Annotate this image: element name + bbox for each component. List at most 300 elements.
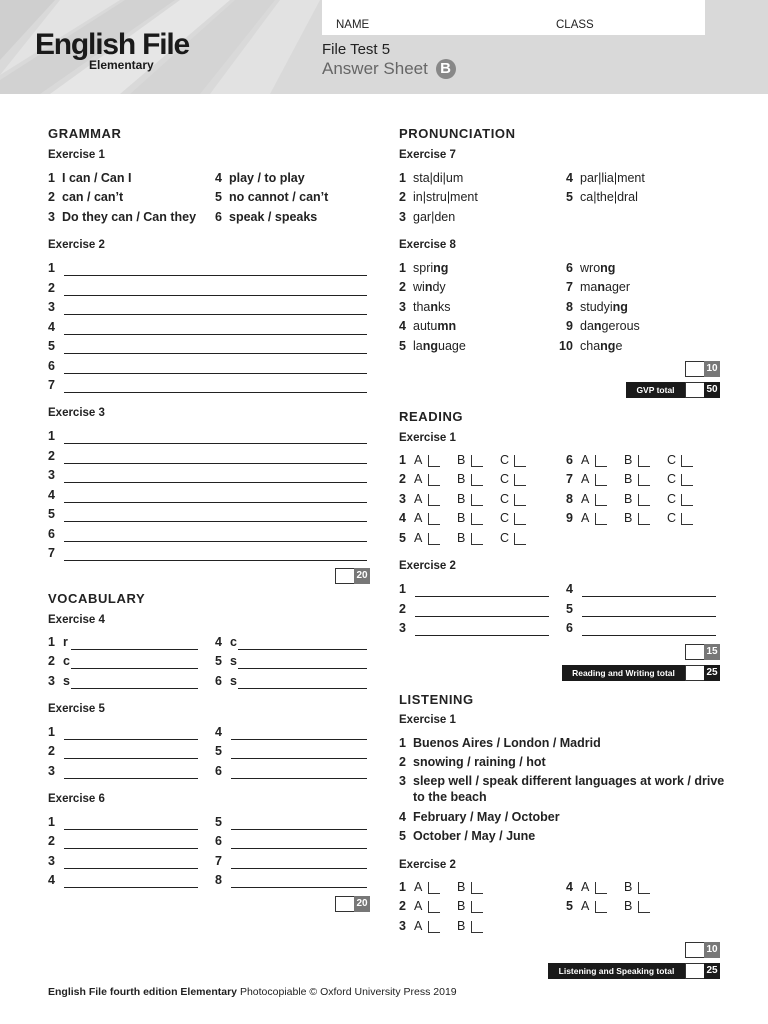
score-entry[interactable] xyxy=(685,942,705,958)
item-text[interactable]: February / May / October xyxy=(413,810,560,824)
word-part: dy xyxy=(432,280,446,294)
answer-line[interactable] xyxy=(64,353,367,354)
answer-item xyxy=(566,280,630,294)
line-number: 6 xyxy=(48,358,55,373)
item-text[interactable]: I can / Can I xyxy=(62,171,132,185)
item-text[interactable]: no cannot / can’t xyxy=(229,190,329,204)
item-number: 2 xyxy=(48,190,55,204)
exercise-1-title: Exercise 1 xyxy=(48,149,105,161)
answer-checkbox[interactable] xyxy=(638,474,650,486)
line-number: 3 xyxy=(48,300,55,314)
answer-checkbox[interactable] xyxy=(638,494,650,506)
option-label: B xyxy=(457,531,466,545)
item-number: 1 xyxy=(399,261,406,275)
answer-checkbox[interactable] xyxy=(595,901,607,913)
score-entry[interactable] xyxy=(685,665,705,681)
line-number: 1 xyxy=(48,635,55,649)
line-number: 4 xyxy=(215,725,222,739)
question-number: 1 xyxy=(399,453,406,467)
answer-checkbox[interactable] xyxy=(471,474,483,486)
answer-checkbox[interactable] xyxy=(428,901,440,913)
answer-sheet-title xyxy=(322,59,456,79)
line-number: 7 xyxy=(48,378,55,392)
answer-checkbox[interactable] xyxy=(428,533,440,545)
question-number: 5 xyxy=(566,899,573,913)
option-label: C xyxy=(500,531,510,545)
option-label: B xyxy=(624,880,633,894)
class-label: CLASS xyxy=(556,19,594,31)
item-text[interactable]: sleep well / speak different languages at work / drive xyxy=(413,774,725,788)
item-number: 3 xyxy=(399,774,406,788)
word-part: ks xyxy=(438,300,451,314)
answer-checkbox[interactable] xyxy=(471,494,483,506)
score-max: 25 xyxy=(704,665,720,681)
answer-item xyxy=(399,829,535,843)
listening-heading: LISTENING xyxy=(399,692,474,707)
option-label: A xyxy=(414,531,423,545)
question-number: 1 xyxy=(399,880,406,894)
line-number: 4 xyxy=(48,487,55,502)
option-label: A xyxy=(414,919,423,933)
answer-line[interactable] xyxy=(64,373,367,374)
option-label: B xyxy=(457,472,466,486)
item-text-continued: to the beach xyxy=(413,790,487,804)
grammar-heading: GRAMMAR xyxy=(48,126,122,141)
answer-checkbox[interactable] xyxy=(595,882,607,894)
item-word[interactable] xyxy=(580,280,630,294)
item-number: 1 xyxy=(399,171,406,185)
word-part: studyi xyxy=(580,300,613,314)
answer-item xyxy=(399,190,478,204)
answer-line[interactable] xyxy=(64,887,198,888)
line-number: 7 xyxy=(48,546,55,560)
answer-line[interactable] xyxy=(64,275,367,276)
item-text[interactable]: speak / speaks xyxy=(229,210,318,224)
answer-item xyxy=(559,339,622,353)
line-number: 1 xyxy=(399,582,406,596)
question-number: 9 xyxy=(566,511,573,525)
answer-checkbox[interactable] xyxy=(595,494,607,506)
question-number: 3 xyxy=(399,919,406,933)
answer-checkbox[interactable] xyxy=(681,494,693,506)
option-label: C xyxy=(500,453,510,467)
answer-line[interactable] xyxy=(64,502,367,503)
line-number: 1 xyxy=(48,815,55,829)
exercise-4-title: Exercise 4 xyxy=(48,614,105,626)
word-part: e xyxy=(615,339,623,353)
item-number: 8 xyxy=(566,300,573,314)
question-number: 6 xyxy=(566,453,573,467)
question-number: 2 xyxy=(399,899,406,913)
answer-checkbox[interactable] xyxy=(471,921,483,933)
word-stress-sound: n xyxy=(597,280,606,294)
option-label: B xyxy=(457,453,466,467)
word-part: autu xyxy=(413,319,438,333)
line-number: 3 xyxy=(48,674,55,688)
word-stress-sound: n xyxy=(430,300,439,314)
score-entry[interactable] xyxy=(685,361,705,377)
item-text[interactable]: in|stru|ment xyxy=(413,190,478,204)
word-part: gerous xyxy=(601,319,640,333)
answer-item xyxy=(566,319,640,333)
option-label: A xyxy=(581,453,590,467)
option-label: C xyxy=(500,472,510,486)
answer-item xyxy=(399,280,446,294)
item-number: 6 xyxy=(215,210,222,224)
item-word[interactable] xyxy=(413,261,448,275)
line-number: 2 xyxy=(48,654,55,668)
score-entry[interactable] xyxy=(335,896,355,912)
answer-item xyxy=(399,300,451,314)
word-part: wro xyxy=(580,261,601,275)
footer-title: English File fourth edition Elementary xyxy=(48,986,238,998)
line-number: 4 xyxy=(566,582,573,596)
item-number: 5 xyxy=(399,829,406,843)
name-label: NAME xyxy=(336,19,370,31)
line-number: 5 xyxy=(48,507,55,521)
item-text[interactable]: Do they can / Can they xyxy=(62,210,197,224)
item-word[interactable] xyxy=(580,300,628,314)
name-class-box[interactable] xyxy=(322,0,705,35)
answer-checkbox[interactable] xyxy=(595,474,607,486)
option-label: C xyxy=(500,511,510,525)
answer-checkbox[interactable] xyxy=(514,533,526,545)
option-label: B xyxy=(624,453,633,467)
option-label: A xyxy=(414,880,423,894)
word-stress-sound: ng xyxy=(600,339,616,353)
option-label: C xyxy=(667,453,677,467)
question-number: 4 xyxy=(566,880,573,894)
line-number: 5 xyxy=(215,654,222,668)
answer-line[interactable] xyxy=(64,443,367,444)
answer-checkbox[interactable] xyxy=(638,455,650,467)
question-number: 4 xyxy=(399,511,406,525)
answer-line[interactable] xyxy=(231,739,367,740)
answer-item xyxy=(399,339,466,353)
item-text[interactable]: sta|di|um xyxy=(413,171,464,185)
option-label: C xyxy=(667,472,677,486)
option-label: B xyxy=(624,511,633,525)
answer-checkbox[interactable] xyxy=(471,455,483,467)
option-label: B xyxy=(624,472,633,486)
letter-hint: s xyxy=(230,654,237,668)
item-number: 4 xyxy=(566,171,573,185)
question-number: 5 xyxy=(399,531,406,545)
reading-heading: READING xyxy=(399,409,464,424)
item-text[interactable]: par|lia|ment xyxy=(580,171,645,185)
answer-checkbox[interactable] xyxy=(638,513,650,525)
answer-item xyxy=(215,210,317,224)
answer-line[interactable] xyxy=(71,688,198,689)
answer-item xyxy=(399,810,560,824)
item-number: 10 xyxy=(559,339,573,353)
answer-item xyxy=(399,736,601,750)
item-number: 5 xyxy=(215,190,222,204)
option-label: A xyxy=(581,899,590,913)
question-number: 3 xyxy=(399,492,406,506)
answer-line[interactable] xyxy=(582,635,716,636)
word-part: da xyxy=(580,319,594,333)
option-label: A xyxy=(581,492,590,506)
answer-checkbox[interactable] xyxy=(514,494,526,506)
option-label: B xyxy=(457,919,466,933)
answer-line[interactable] xyxy=(64,829,198,830)
answer-line[interactable] xyxy=(238,668,367,669)
answer-item xyxy=(48,171,131,185)
listening-exercise-1-title: Exercise 1 xyxy=(399,714,456,726)
option-label: A xyxy=(414,492,423,506)
item-number: 2 xyxy=(399,280,406,294)
option-label: A xyxy=(581,511,590,525)
answer-item xyxy=(566,261,615,275)
answer-checkbox[interactable] xyxy=(428,921,440,933)
score-entry[interactable] xyxy=(685,382,705,398)
answer-checkbox[interactable] xyxy=(514,455,526,467)
word-stress-sound: n xyxy=(424,280,433,294)
word-stress-sound: n xyxy=(593,319,602,333)
line-number: 5 xyxy=(215,744,222,758)
answer-checkbox[interactable] xyxy=(681,474,693,486)
answer-line[interactable] xyxy=(64,541,367,542)
answer-checkbox[interactable] xyxy=(428,882,440,894)
item-number: 7 xyxy=(566,280,573,294)
answer-line[interactable] xyxy=(231,829,367,830)
answer-item xyxy=(399,210,455,224)
item-number: 1 xyxy=(399,736,406,750)
version-badge: B xyxy=(436,59,456,79)
word-part: uage xyxy=(438,339,466,353)
score-entry[interactable] xyxy=(335,568,355,584)
answer-line[interactable] xyxy=(64,868,198,869)
answer-checkbox[interactable] xyxy=(471,882,483,894)
answer-item xyxy=(48,210,196,224)
line-number: 7 xyxy=(215,854,222,868)
item-word[interactable] xyxy=(580,319,640,333)
line-number: 4 xyxy=(215,635,222,649)
line-number: 1 xyxy=(48,725,55,739)
answer-line[interactable] xyxy=(64,758,198,759)
line-number: 5 xyxy=(215,815,222,829)
answer-line[interactable] xyxy=(64,848,198,849)
option-label: A xyxy=(581,472,590,486)
line-number: 8 xyxy=(215,873,222,887)
item-text[interactable]: can / can’t xyxy=(62,190,124,204)
answer-line[interactable] xyxy=(231,868,367,869)
item-word[interactable] xyxy=(413,339,466,353)
option-label: B xyxy=(457,492,466,506)
item-number: 6 xyxy=(566,261,573,275)
score-entry[interactable] xyxy=(685,644,705,660)
score-max: 50 xyxy=(704,382,720,398)
item-number: 3 xyxy=(399,210,406,224)
answer-checkbox[interactable] xyxy=(595,455,607,467)
word-stress-sound: ng xyxy=(612,300,628,314)
answer-line[interactable] xyxy=(415,616,549,617)
exercise-2-title: Exercise 2 xyxy=(48,239,105,251)
answer-line[interactable] xyxy=(64,463,367,464)
item-number: 4 xyxy=(399,810,406,824)
line-number: 4 xyxy=(48,873,55,887)
word-part: spri xyxy=(413,261,434,275)
answer-line[interactable] xyxy=(582,596,716,597)
answer-checkbox[interactable] xyxy=(595,513,607,525)
answer-line[interactable] xyxy=(64,314,367,315)
answer-line[interactable] xyxy=(415,635,549,636)
header-banner xyxy=(0,0,768,94)
line-number: 2 xyxy=(399,602,406,616)
item-number: 3 xyxy=(399,300,406,314)
option-label: C xyxy=(500,492,510,506)
answer-checkbox[interactable] xyxy=(428,494,440,506)
question-number: 2 xyxy=(399,472,406,486)
footer xyxy=(48,986,457,998)
item-text[interactable]: play / to play xyxy=(229,171,305,185)
letter-hint: c xyxy=(63,654,70,668)
score-max: 25 xyxy=(704,963,720,979)
item-number: 5 xyxy=(566,190,573,204)
exercise-5-title: Exercise 5 xyxy=(48,703,105,715)
exercise-3-title: Exercise 3 xyxy=(48,407,105,419)
option-label: C xyxy=(667,511,677,525)
answer-line[interactable] xyxy=(582,616,716,617)
line-number: 2 xyxy=(48,744,55,758)
answer-checkbox[interactable] xyxy=(471,513,483,525)
word-part: cha xyxy=(580,339,601,353)
question-number: 8 xyxy=(566,492,573,506)
answer-item xyxy=(399,261,448,275)
answer-line[interactable] xyxy=(64,334,367,335)
answer-checkbox[interactable] xyxy=(428,513,440,525)
item-text[interactable]: gar|den xyxy=(413,210,456,224)
line-number: 3 xyxy=(48,854,55,868)
item-number: 2 xyxy=(399,755,406,769)
option-label: B xyxy=(624,899,633,913)
answer-line[interactable] xyxy=(231,758,367,759)
line-number: 6 xyxy=(566,621,573,635)
item-number: 3 xyxy=(48,210,55,224)
answer-line[interactable] xyxy=(415,596,549,597)
pronunciation-heading: PRONUNCIATION xyxy=(399,126,516,141)
score-max: 10 xyxy=(704,942,720,958)
footer-copyright: Photocopiable © Oxford University Press 2019 xyxy=(239,986,457,998)
word-stress-sound: ng xyxy=(600,261,616,275)
item-word[interactable] xyxy=(413,319,456,333)
listening-speaking-total-label: Listening and Speaking total xyxy=(548,963,685,979)
item-number: 1 xyxy=(48,171,55,185)
logo-subtitle: Elementary xyxy=(89,58,154,72)
line-number: 2 xyxy=(48,448,55,463)
item-word[interactable] xyxy=(413,280,446,294)
logo-title: English File xyxy=(35,28,189,61)
score-max: 10 xyxy=(704,361,720,377)
line-number: 1 xyxy=(48,429,55,443)
vocabulary-heading: VOCABULARY xyxy=(48,591,146,606)
answer-item xyxy=(399,755,546,769)
answer-item xyxy=(566,171,645,185)
answer-line[interactable] xyxy=(64,295,367,296)
letter-hint: r xyxy=(63,635,68,649)
option-label: B xyxy=(457,511,466,525)
answer-checkbox[interactable] xyxy=(428,474,440,486)
item-text[interactable]: Buenos Aires / London / Madrid xyxy=(413,736,601,750)
answer-checkbox[interactable] xyxy=(638,901,650,913)
file-test-title: File Test 5 xyxy=(322,41,391,58)
answer-checkbox[interactable] xyxy=(428,455,440,467)
reading-writing-total-label: Reading and Writing total xyxy=(562,665,685,681)
letter-hint: s xyxy=(63,674,70,688)
item-number: 9 xyxy=(566,319,573,333)
answer-checkbox[interactable] xyxy=(514,513,526,525)
answer-checkbox[interactable] xyxy=(681,513,693,525)
line-number: 1 xyxy=(48,261,55,275)
item-word[interactable] xyxy=(580,261,615,275)
line-number: 3 xyxy=(399,621,406,635)
item-number: 5 xyxy=(399,339,406,353)
answer-line[interactable] xyxy=(238,688,367,689)
answer-line[interactable] xyxy=(64,739,198,740)
item-number: 4 xyxy=(215,171,222,185)
exercise-8-title: Exercise 8 xyxy=(399,239,456,251)
letter-hint: s xyxy=(230,674,237,688)
item-text[interactable]: October / May / June xyxy=(413,829,536,843)
answer-line[interactable] xyxy=(231,778,367,779)
answer-checkbox[interactable] xyxy=(471,533,483,545)
word-stress-sound: mn xyxy=(437,319,457,333)
answer-item xyxy=(215,171,305,185)
answer-line[interactable] xyxy=(231,887,367,888)
letter-hint: c xyxy=(230,635,237,649)
item-text[interactable]: ca|the|dral xyxy=(580,190,638,204)
answer-checkbox[interactable] xyxy=(471,901,483,913)
exercise-7-title: Exercise 7 xyxy=(399,149,456,161)
line-number: 3 xyxy=(48,468,55,482)
score-entry[interactable] xyxy=(685,963,705,979)
gvp-total-label: GVP total xyxy=(626,382,685,398)
answer-checkbox[interactable] xyxy=(514,474,526,486)
item-number: 2 xyxy=(399,190,406,204)
item-word[interactable] xyxy=(580,339,622,353)
answer-line[interactable] xyxy=(231,848,367,849)
word-part: tha xyxy=(413,300,431,314)
option-label: A xyxy=(414,472,423,486)
option-label: A xyxy=(414,899,423,913)
answer-line[interactable] xyxy=(64,778,198,779)
answer-line[interactable] xyxy=(238,649,367,650)
answer-checkbox[interactable] xyxy=(681,455,693,467)
answer-item xyxy=(215,190,328,204)
answer-sheet-label: Answer Sheet xyxy=(322,59,428,78)
score-max: 15 xyxy=(704,644,720,660)
item-text[interactable]: snowing / raining / hot xyxy=(413,755,546,769)
line-number: 6 xyxy=(215,834,222,848)
answer-line[interactable] xyxy=(71,649,198,650)
item-word[interactable] xyxy=(413,300,451,314)
answer-item xyxy=(399,319,456,333)
line-number: 5 xyxy=(566,602,573,616)
answer-item xyxy=(566,300,628,314)
answer-line[interactable] xyxy=(64,392,367,393)
answer-line[interactable] xyxy=(64,482,367,483)
answer-line[interactable] xyxy=(64,521,367,522)
word-part: ma xyxy=(580,280,598,294)
line-number: 2 xyxy=(48,280,55,295)
option-label: B xyxy=(624,492,633,506)
answer-checkbox[interactable] xyxy=(638,882,650,894)
answer-line[interactable] xyxy=(64,560,367,561)
line-number: 3 xyxy=(48,764,55,778)
line-number: 6 xyxy=(215,674,222,688)
answer-line[interactable] xyxy=(71,668,198,669)
